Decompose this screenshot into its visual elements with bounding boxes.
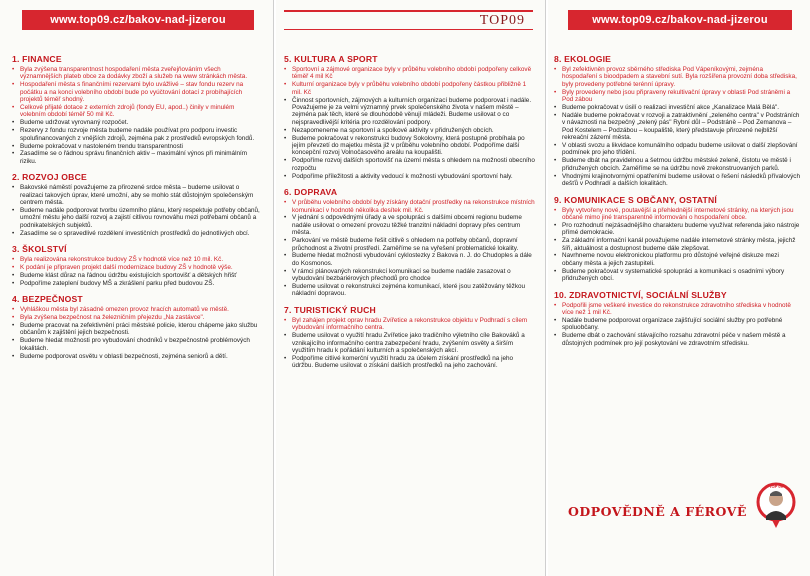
section-title-ekologie: 8. EKOLOGIE bbox=[554, 54, 612, 64]
list-item: • Podpoříme příležitosti a aktivity vedoucí k možnosti vybudování sportovní haly. bbox=[284, 173, 535, 180]
list-item: • Parkování ve městě budeme řešit citlivě s ohledem na potřeby občanů, dopravní průchodnost a životní prostředí. Zaměříme se na vyřešení problematické lokality. bbox=[284, 237, 535, 252]
list-item: • Byla zvýšena bezpečnost na železničním přejezdu „Na zastávce". bbox=[12, 314, 261, 321]
panel-middle bbox=[276, 0, 546, 576]
list-item: • Vyhláškou města byl zásadně omezen provoz hracích automatů ve městě. bbox=[12, 306, 261, 313]
footer-slogan-block bbox=[560, 484, 800, 536]
list-item: • Budeme pokračovat v úsilí o realizaci investiční akce „Kanalizace Malá Bělá". bbox=[554, 104, 800, 111]
column-right bbox=[554, 50, 800, 348]
list-item: • Sportovní a zájmové organizace byly v průběhu volebního období podpořeny celkově téměř 4 mil Kč bbox=[284, 66, 535, 81]
panel-left bbox=[0, 0, 274, 576]
list-doprava bbox=[284, 199, 535, 298]
list-ekologie bbox=[554, 66, 800, 188]
list-item: • Podpoříme rozvoj dalších sportovišť na území města s ohledem na možnosti obecního rozpočtu bbox=[284, 157, 535, 172]
list-item: • V rámci plánovaných rekonstrukcí komunikací se budeme nadále zasazovat o vybudování bezbariérových přechodů pro chodce bbox=[284, 268, 535, 283]
list-item: • Byly vytvořeny nové, poutavější a přehlednější internetové stránky, na kterých jsou občané mimo jiné transparentně informováni o hospodaření obce. bbox=[554, 207, 800, 222]
list-skolstvi bbox=[12, 256, 261, 287]
list-item: • Kulturní organizace byly v průběhu volebního období podpořeny částkou přibližně 1 mil. Kč bbox=[284, 81, 535, 96]
list-item: • K podání je připraven projekt další modernizace budovy ZŠ v hodnotě výše. bbox=[12, 264, 261, 271]
section-title-rozvoj: 2. ROZVOJ OBCE bbox=[12, 172, 87, 183]
list-item: • Budeme pokračovat v rekonstrukci budovy Sokolovny, která postupně probíhala po jejím převzetí do majetku města již v průběhu volebního období. Podpoříme další koncepční rozvoj Volnočasového areálu na koupališti. bbox=[284, 135, 535, 157]
list-item: • Byly provedeny nebo jsou připraveny rekultivační úpravy v oblasti Pod stráněmi a Pod zábou bbox=[554, 89, 800, 104]
list-item: • Zasadíme se o spravedlivé rozdělení investičních prostředků do jednotlivých obcí. bbox=[12, 230, 261, 237]
list-item: • Budeme dbát o zachování stávajícího rozsahu zdravotní péče v našem městě a důstojných podmínek pro její poskytování ve zdravotním středisku. bbox=[554, 332, 800, 347]
section-title-komunikace: 9. KOMUNIKACE S OBČANY, OSTATNÍ bbox=[554, 194, 717, 205]
list-item: • Za základní informační kanál považujeme nadále internetové stránky města, jejichž šíři, aktuálnost a dostupnost budeme dále zlepšovat. bbox=[554, 237, 800, 252]
list-item: • Budeme nadále podporovat tvorbu územního plánu, který respektuje potřeby občanů, umožní městu jeho další rozvoj a zajistí citlivou rovnováhu mezi potřebami občanů a podnikatelských subjektů. bbox=[12, 207, 261, 229]
top09-header-bar bbox=[284, 10, 533, 30]
top09-logo: TOP09 bbox=[479, 13, 525, 28]
list-finance bbox=[12, 66, 261, 165]
list-item: • V oblasti svozu a likvidace komunálního odpadu budeme usilovat o další zlepšování podmínek pro jeho třídění. bbox=[554, 142, 800, 157]
section-title-bezpecnost: 4. BEZPEČNOST bbox=[12, 294, 83, 305]
list-item: • Budeme pokračovat v nastoleném trendu transparentnosti bbox=[12, 143, 261, 150]
url-banner-right[interactable]: www.top09.cz/bakov-nad-jizerou bbox=[568, 10, 792, 30]
list-bezpecnost bbox=[12, 306, 261, 360]
list-item: • Budeme klást důraz na řádnou údržbu existujících sportovišť a dětských hřišť bbox=[12, 272, 261, 279]
list-item: • V jednání s odpovědnými úřady a ve spolupráci s dalšími obcemi regionu budeme nadále usilovat o omezení provozu těžké tranzitní nákladní dopravy přes centrum města. bbox=[284, 214, 535, 236]
list-item: • V průběhu volebního období byly získány dotační prostředky na rekonstrukce místních komunikací v hodnotě několika desítek mil. Kč. bbox=[284, 199, 535, 214]
list-item: • Budeme hledat možnosti vybudování cyklostezky z Bakova n. J. do Chudoples a dále do Kosmonos. bbox=[284, 252, 535, 267]
list-item: • Zasadíme se o řádnou správu finančních aktiv – maximální výnos při minimálním riziku. bbox=[12, 150, 261, 165]
list-item: • Byla zvýšena transparentnost hospodaření města zveřejňováním všech významnějších plateb obce za dodávky zboží a služeb na www stránkách města. bbox=[12, 66, 261, 81]
section-title-ruch: 7. TURISTICKÝ RUCH bbox=[284, 304, 376, 315]
slogan: ODPOVĚDNĚ A FÉROVĚ bbox=[568, 504, 747, 519]
section-title-skolstvi: 3. ŠKOLSTVÍ bbox=[12, 244, 67, 255]
list-item: • Hospodaření města s finančními rezervami bylo uvážlivé – stav fondu rezerv na počátku a na konci volebního období bude po vyúčtování dotací z probíhajících projektů téměř shodný. bbox=[12, 81, 261, 103]
list-item: • Nadále budeme podporovat organizace zajišťující sociální služby pro potřebné spoluobčany. bbox=[554, 317, 800, 332]
list-item: • Podpoříme zateplení budovy MŠ a zkrášlení parku před budovou ZŠ. bbox=[12, 280, 261, 287]
list-item: • Budeme usilovat o rekonstrukci zejména komunikací, které jsou zatěžovány těžkou nákladní dopravou. bbox=[284, 283, 535, 298]
list-kultura bbox=[284, 66, 535, 180]
list-item: • Pro rozhodnutí nejzásadnějšího charakteru budeme využívat referenda jako nástroje přímé demokracie. bbox=[554, 222, 800, 237]
list-item: • Celkové přijaté dotace z externích zdrojů (fondy EU, apod..) činily v minulém volebním období téměř 50 mil Kč. bbox=[12, 104, 261, 119]
list-rozvoj bbox=[12, 184, 261, 237]
list-item: • Budeme dbát na pravidelnou a šetrnou údržbu městské zeleně, čistotu ve městě i přidružených obcích. Zaměříme se na údržbu nově zrekonstruovaných parků. bbox=[554, 157, 800, 172]
list-item: • Budeme udržovat vyrovnaný rozpočet. bbox=[12, 119, 261, 126]
list-item: • Nadále budeme pokračovat v rozvoji a zatraktivnění „zeleného centra" v Podstráních v návaznosti na bezpečný „zelený pás" Rybní důl – Podstráně – Pod Zemanova – Pod Kostelem – Podzábou – koupaliště, který představuje přirozené nejbližší rekreační zázemí města. bbox=[554, 112, 800, 142]
list-item: • Budeme pracovat na zefektivnění práci městské policie, kterou chápeme jako službu občanům k zajištění jejich bezpečnosti. bbox=[12, 322, 261, 337]
list-item: • Budeme pokračovat v systematické spolupráci a komunikaci s osadními výbory přidružených obcí. bbox=[554, 268, 800, 283]
list-item: • Byl zahájen projekt oprav hradu Zvířetice a rekonstrukce objektu v Podhradí s cílem vybudování informačního centra. bbox=[284, 317, 535, 332]
list-komunikace bbox=[554, 207, 800, 283]
url-banner-left[interactable]: www.top09.cz/bakov-nad-jizerou bbox=[22, 10, 254, 30]
list-item: • Činnost sportovních, zájmových a kulturních organizací budeme podporovat i nadále. Považujeme je za velmi významný prvek společenského života v našem městě – zejména pak těch, které se dlouhodobě věnují mládeži. Budeme usilovat o co nejspravedlivější kritéria pro rozdělování podpory. bbox=[284, 97, 535, 127]
portrait-badge: TOP 09 bbox=[769, 484, 783, 489]
list-item: • Budeme usilovat o využití hradu Zvířetice jako tradičního výletního cíle Bakováků a vznikajícího informačního centra zabezpečení hradu, zvýšením osvěty a širším využitím hradu k pořádání kulturních a společenských akcí. bbox=[284, 332, 535, 354]
list-item: • Navrhneme novou elektronickou platformu pro důstojné veřejné diskuze mezi občany města a jejich zastupiteli. bbox=[554, 252, 800, 267]
list-item: • Byl zefektivněn provoz sběrného střediska Pod Vápeníkovými, zejména hospodaření s bioodpadem a stavební sutí. Byla rozšířena provozní doba střediska, byly provedeny potřebné terénní úpravy. bbox=[554, 66, 800, 88]
candidate-portrait-icon bbox=[756, 482, 796, 528]
list-item: • Budeme podporovat osvětu v oblasti bezpečnosti, zejména seniorů a dětí. bbox=[12, 353, 261, 360]
list-item: • Podpoříme citlivé komerční využití hradu za účelem získání prostředků na jeho údržbu. Budeme usilovat o získání dalších prostředků na jeho zachování. bbox=[284, 355, 535, 370]
column-left bbox=[12, 50, 261, 361]
section-title-doprava: 6. DOPRAVA bbox=[284, 187, 338, 198]
section-title-kultura: 5. KULTURA A SPORT bbox=[284, 54, 378, 64]
list-item: • Nezapomeneme na sportovní a spolkové aktivity v přidružených obcích. bbox=[284, 127, 535, 134]
list-ruch bbox=[284, 317, 535, 370]
list-item: • Podpořili jsme veškeré investice do rekonstrukce zdravotního střediska v hodnotě více než 1 mil Kč. bbox=[554, 302, 800, 317]
list-item: • Bakovské náměstí považujeme za přirozené srdce města – budeme usilovat o realizaci takových úprav, které umožní, aby se mohlo stát důstojným společenským centrem města. bbox=[12, 184, 261, 206]
list-item: • Rezervy z fondu rozvoje města budeme nadále používat pro podporu investic spolufinancovaných z vnějších zdrojů, zejména pak z prostředků evropských fondů. bbox=[12, 127, 261, 142]
list-zdravotnictvi bbox=[554, 302, 800, 347]
section-title-finance: 1. FINANCE bbox=[12, 54, 62, 64]
list-item: • Budeme hledat možnosti pro vybudování chodníků v bezpečnostně problémových lokalitách. bbox=[12, 337, 261, 352]
panel-right bbox=[548, 0, 810, 576]
list-item: • Vhodnými krajinotvornými opatřeními budeme usilovat o řešení následků přívalových dešťů v Podhradí a dalších lokalitách. bbox=[554, 173, 800, 188]
list-item: • Byla realizována rekonstrukce budovy ZŠ v hodnotě více než 10 mil. Kč. bbox=[12, 256, 261, 263]
column-middle bbox=[284, 50, 535, 370]
section-title-zdravotnictvi: 10. ZDRAVOTNICTVÍ, SOCIÁLNÍ SLUŽBY bbox=[554, 289, 727, 300]
